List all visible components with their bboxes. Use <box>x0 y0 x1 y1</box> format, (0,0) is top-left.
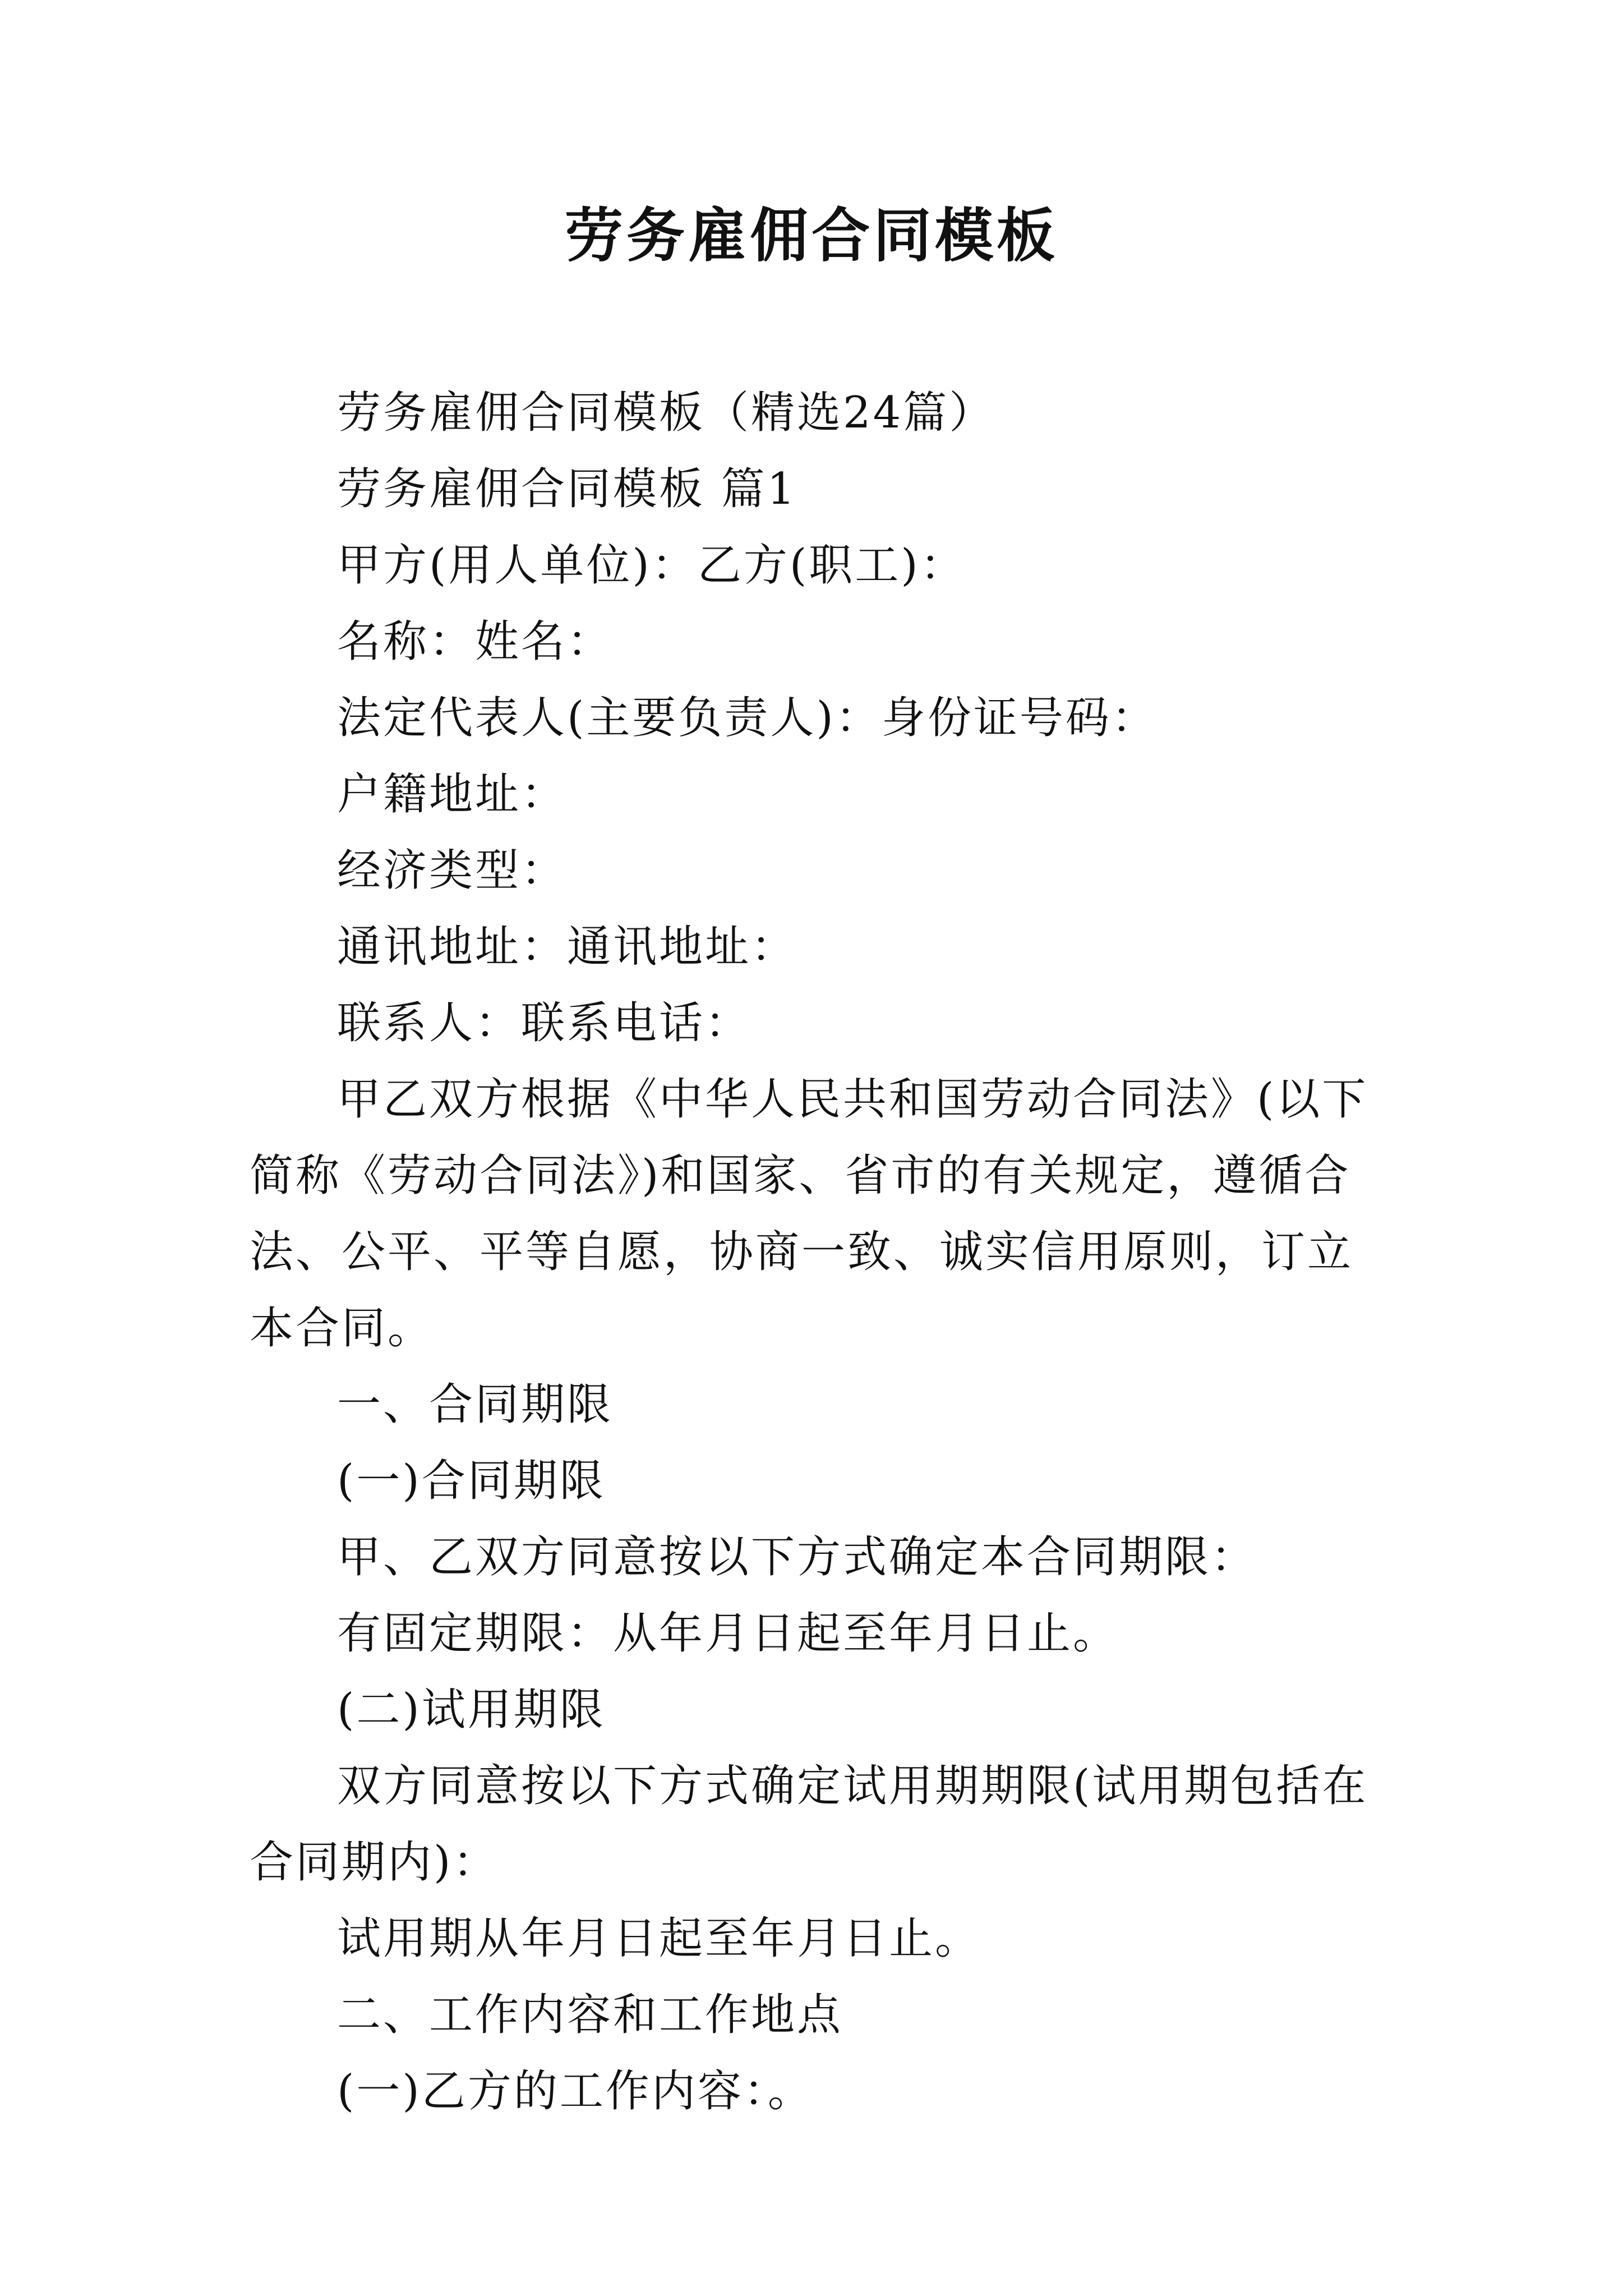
paragraph-section-heading: 劳务雇佣合同模板 篇1 <box>337 464 797 514</box>
paragraph-subheading-probation: (二)试用期限 <box>337 1685 606 1735</box>
paragraph-fixed-term: 有固定期限：从年月日起至年月日止。 <box>337 1608 1119 1659</box>
paragraph-term-agreement: 甲、乙双方同意按以下方式确定本合同期限： <box>337 1532 1257 1582</box>
paragraph-heading-work: 二、工作内容和工作地点 <box>337 1990 843 2040</box>
paragraph-representative-fields: 法定代表人(主要负责人)：身份证号码： <box>337 693 1158 743</box>
paragraph-collection-title: 劳务雇佣合同模板（精选24篇） <box>337 388 995 438</box>
paragraph-subheading-term: (一)合同期限 <box>337 1456 606 1506</box>
paragraph-probation-period: 试用期从年月日起至年月日止。 <box>337 1913 981 1964</box>
document-title: 劳务雇佣合同模板 <box>564 201 1058 270</box>
paragraph-mailing-address: 通讯地址：通讯地址： <box>337 922 797 972</box>
paragraph-parties: 甲方(用人单位)：乙方(职工)： <box>337 540 966 591</box>
paragraph-household-address: 户籍地址： <box>337 769 568 820</box>
document-body <box>250 375 1388 2129</box>
paragraph-heading-term: 一、合同期限 <box>337 1379 614 1430</box>
paragraph-contact: 联系人：联系电话： <box>337 998 751 1048</box>
paragraph-probation-agreement: 双方同意按以下方式确定试用期期限(试用期包括在合同期内)： <box>250 1761 1368 1888</box>
paragraph-economic-type: 经济类型： <box>337 845 568 896</box>
paragraph-name-fields: 名称：姓名： <box>337 616 614 667</box>
paragraph-work-content: (一)乙方的工作内容：。 <box>337 2066 814 2116</box>
paragraph-preamble: 甲乙双方根据《中华人民共和国劳动合同法》(以下简称《劳动合同法》)和国家、省市的有关规定，遵循合法、公平、平等自愿，协商一致、诚实信用原则，订立本合同。 <box>250 1074 1368 1354</box>
